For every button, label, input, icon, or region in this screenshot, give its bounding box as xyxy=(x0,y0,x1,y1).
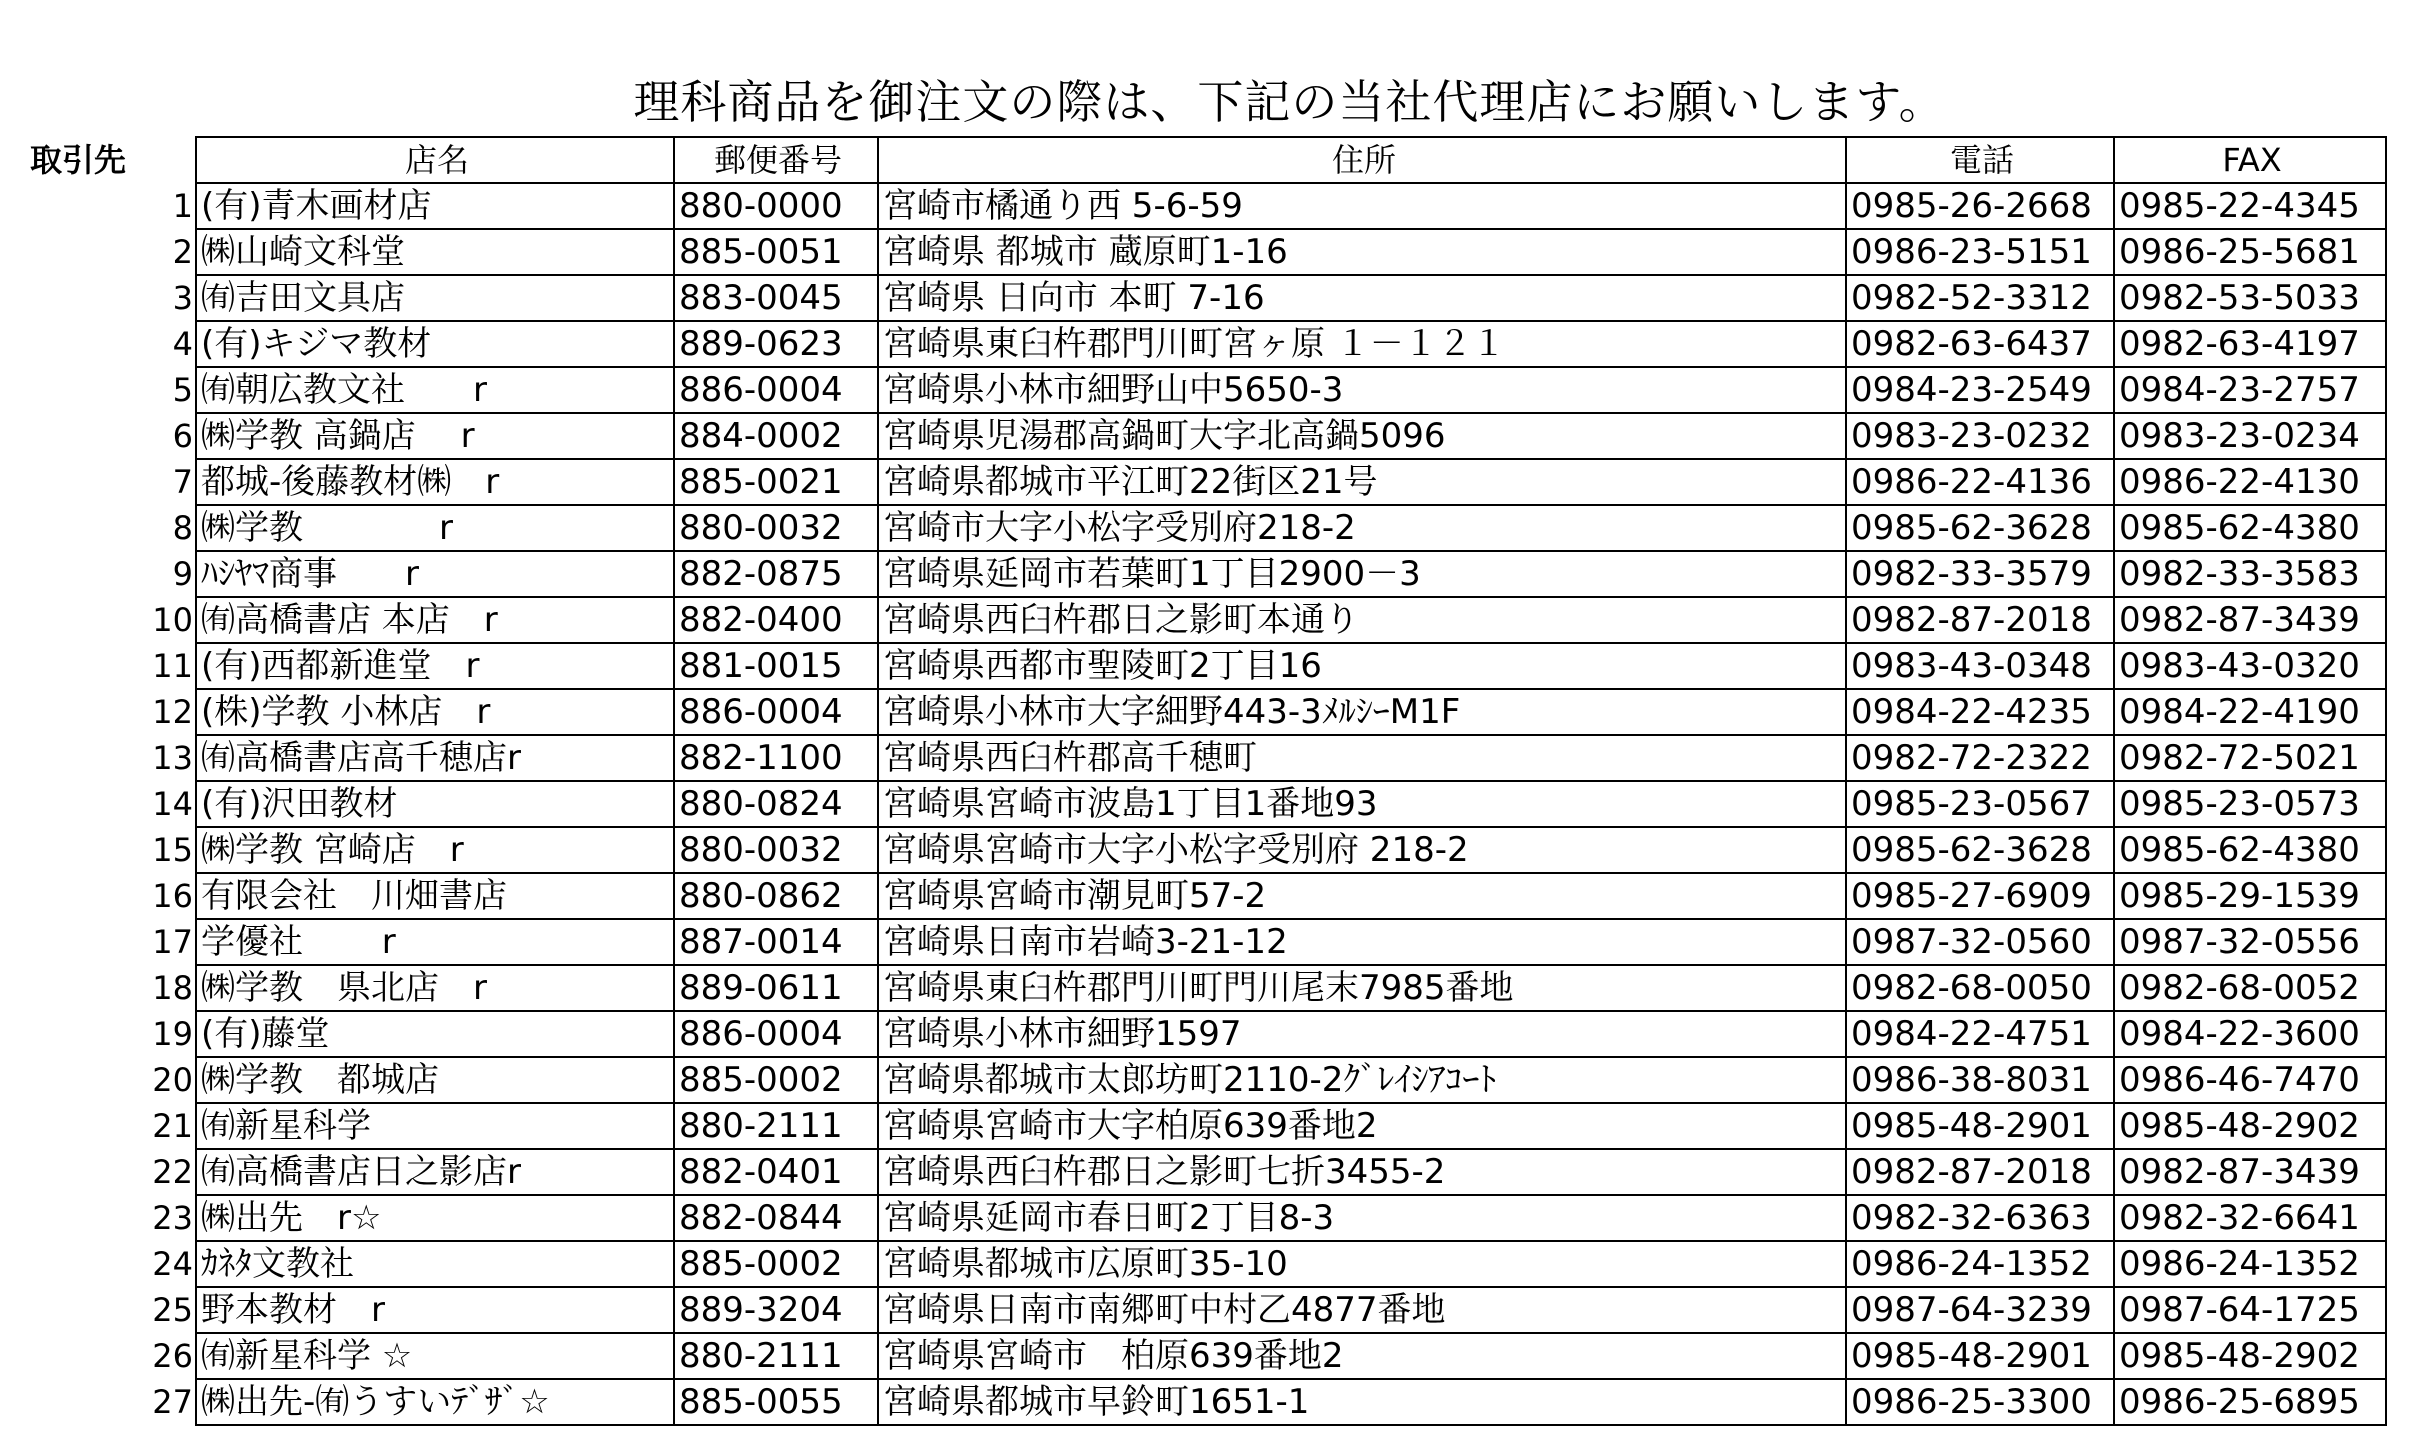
postal-code: 884-0002 xyxy=(674,413,878,459)
header-name: 店名 xyxy=(196,137,674,183)
row-number: 4 xyxy=(172,325,193,363)
row-number: 13 xyxy=(152,739,193,777)
table-row xyxy=(138,735,2386,781)
address: 宮崎県児湯郡高鍋町大字北高鍋5096 xyxy=(878,413,1846,459)
postal-code: 881-0015 xyxy=(674,643,878,689)
store-name: ㈱学教 都城店 xyxy=(196,1057,674,1103)
store-name: ㈲新星科学 xyxy=(196,1103,674,1149)
fax-number: 0983-23-0234 xyxy=(2114,413,2386,459)
phone-number: 0984-22-4235 xyxy=(1846,689,2114,735)
header-number xyxy=(138,137,196,183)
fax-number: 0984-23-2757 xyxy=(2114,367,2386,413)
address: 宮崎県都城市早鈴町1651-1 xyxy=(878,1379,1846,1425)
table-row xyxy=(138,321,2386,367)
store-name: ㈲朝広教文社 r xyxy=(196,367,674,413)
postal-code: 885-0002 xyxy=(674,1241,878,1287)
table-header-row xyxy=(138,137,2386,183)
page-title: 理科商品を御注文の際は、下記の当社代理店にお願いします。 xyxy=(633,75,1946,129)
fax-number: 0982-72-5021 xyxy=(2114,735,2386,781)
address: 宮崎県西臼杵郡日之影町本通り xyxy=(878,597,1846,643)
postal-code: 885-0051 xyxy=(674,229,878,275)
store-name: 学優社 r xyxy=(196,919,674,965)
row-number: 16 xyxy=(152,877,193,915)
table-row xyxy=(138,873,2386,919)
postal-code: 886-0004 xyxy=(674,689,878,735)
postal-code: 882-1100 xyxy=(674,735,878,781)
table-row xyxy=(138,919,2386,965)
table-row xyxy=(138,1149,2386,1195)
dealer-table xyxy=(138,136,2387,1426)
row-number: 7 xyxy=(172,463,193,501)
address: 宮崎県宮崎市潮見町57-2 xyxy=(878,873,1846,919)
header-address: 住所 xyxy=(878,137,1846,183)
fax-number: 0985-62-4380 xyxy=(2114,827,2386,873)
address: 宮崎市橘通り西 5-6-59 xyxy=(878,183,1846,229)
store-name: (有)キジマ教材 xyxy=(196,321,674,367)
table-row xyxy=(138,413,2386,459)
row-number: 5 xyxy=(172,371,193,409)
store-name: (有)西都新進堂 r xyxy=(196,643,674,689)
phone-number: 0982-32-6363 xyxy=(1846,1195,2114,1241)
phone-number: 0983-23-0232 xyxy=(1846,413,2114,459)
phone-number: 0982-87-2018 xyxy=(1846,1149,2114,1195)
phone-number: 0985-48-2901 xyxy=(1846,1103,2114,1149)
postal-code: 880-0862 xyxy=(674,873,878,919)
postal-code: 880-2111 xyxy=(674,1333,878,1379)
row-number: 18 xyxy=(152,969,193,1007)
phone-number: 0984-23-2549 xyxy=(1846,367,2114,413)
table-row xyxy=(138,1011,2386,1057)
table-row xyxy=(138,459,2386,505)
address: 宮崎県 都城市 蔵原町1-16 xyxy=(878,229,1846,275)
fax-number: 0987-64-1725 xyxy=(2114,1287,2386,1333)
row-number: 23 xyxy=(152,1199,193,1237)
row-number: 26 xyxy=(152,1337,193,1375)
store-name: ㈱出先-㈲うすいﾃﾞｻﾞ☆ xyxy=(196,1379,674,1425)
postal-code: 885-0021 xyxy=(674,459,878,505)
address: 宮崎県 日向市 本町 7-16 xyxy=(878,275,1846,321)
phone-number: 0983-43-0348 xyxy=(1846,643,2114,689)
store-name: (有)沢田教材 xyxy=(196,781,674,827)
store-name: ㈲高橋書店日之影店r xyxy=(196,1149,674,1195)
fax-number: 0985-23-0573 xyxy=(2114,781,2386,827)
address: 宮崎県都城市太郎坊町2110-2ｸﾞﾚｲｼｱｺｰﾄ xyxy=(878,1057,1846,1103)
row-number: 15 xyxy=(152,831,193,869)
postal-code: 889-0623 xyxy=(674,321,878,367)
postal-code: 886-0004 xyxy=(674,367,878,413)
postal-code: 882-0401 xyxy=(674,1149,878,1195)
address: 宮崎県宮崎市大字小松字受別府 218-2 xyxy=(878,827,1846,873)
phone-number: 0985-62-3628 xyxy=(1846,505,2114,551)
address: 宮崎県小林市細野1597 xyxy=(878,1011,1846,1057)
phone-number: 0985-27-6909 xyxy=(1846,873,2114,919)
table-body xyxy=(138,183,2386,1425)
phone-number: 0986-25-3300 xyxy=(1846,1379,2114,1425)
store-name: ㈱学教 宮崎店 r xyxy=(196,827,674,873)
phone-number: 0986-38-8031 xyxy=(1846,1057,2114,1103)
fax-number: 0987-32-0556 xyxy=(2114,919,2386,965)
header-phone: 電話 xyxy=(1846,137,2114,183)
table-row xyxy=(138,1287,2386,1333)
row-number: 22 xyxy=(152,1153,193,1191)
address: 宮崎県小林市大字細野443-3ﾒﾙｼｰM1F xyxy=(878,689,1846,735)
postal-code: 880-0032 xyxy=(674,505,878,551)
store-name: ㈲高橋書店 本店 r xyxy=(196,597,674,643)
store-name: (株)学教 小林店 r xyxy=(196,689,674,735)
address: 宮崎県小林市細野山中5650-3 xyxy=(878,367,1846,413)
phone-number: 0986-23-5151 xyxy=(1846,229,2114,275)
table-row xyxy=(138,643,2386,689)
address: 宮崎県東臼杵郡門川町宮ヶ原 １－１２１ xyxy=(878,321,1846,367)
address: 宮崎県日南市岩崎3-21-12 xyxy=(878,919,1846,965)
row-number: 17 xyxy=(152,923,193,961)
table-row xyxy=(138,1195,2386,1241)
row-number: 9 xyxy=(172,555,193,593)
postal-code: 889-0611 xyxy=(674,965,878,1011)
phone-number: 0982-33-3579 xyxy=(1846,551,2114,597)
phone-number: 0982-68-0050 xyxy=(1846,965,2114,1011)
fax-number: 0985-48-2902 xyxy=(2114,1103,2386,1149)
table-row xyxy=(138,551,2386,597)
table-row xyxy=(138,1379,2386,1425)
phone-number: 0985-48-2901 xyxy=(1846,1333,2114,1379)
table-row xyxy=(138,1241,2386,1287)
postal-code: 882-0400 xyxy=(674,597,878,643)
row-number: 27 xyxy=(152,1383,193,1421)
fax-number: 0984-22-4190 xyxy=(2114,689,2386,735)
phone-number: 0987-32-0560 xyxy=(1846,919,2114,965)
fax-number: 0982-63-4197 xyxy=(2114,321,2386,367)
phone-number: 0982-63-6437 xyxy=(1846,321,2114,367)
fax-number: 0986-46-7470 xyxy=(2114,1057,2386,1103)
header-fax: FAX xyxy=(2114,137,2386,183)
row-number: 24 xyxy=(152,1245,193,1283)
address: 宮崎県延岡市若葉町1丁目2900－3 xyxy=(878,551,1846,597)
store-name: 都城-後藤教材㈱ r xyxy=(196,459,674,505)
phone-number: 0982-72-2322 xyxy=(1846,735,2114,781)
row-number: 8 xyxy=(172,509,193,547)
postal-code: 880-0824 xyxy=(674,781,878,827)
table-row xyxy=(138,1057,2386,1103)
store-name: ㈱学教 高鍋店 r xyxy=(196,413,674,459)
postal-code: 885-0055 xyxy=(674,1379,878,1425)
phone-number: 0985-62-3628 xyxy=(1846,827,2114,873)
postal-code: 882-0844 xyxy=(674,1195,878,1241)
fax-number: 0986-25-5681 xyxy=(2114,229,2386,275)
row-number: 25 xyxy=(152,1291,193,1329)
fax-number: 0982-68-0052 xyxy=(2114,965,2386,1011)
store-name: 野本教材 r xyxy=(196,1287,674,1333)
table-row xyxy=(138,229,2386,275)
row-number: 19 xyxy=(152,1015,193,1053)
fax-number: 0982-33-3583 xyxy=(2114,551,2386,597)
postal-code: 889-3204 xyxy=(674,1287,878,1333)
store-name: ㈱学教 r xyxy=(196,505,674,551)
fax-number: 0982-32-6641 xyxy=(2114,1195,2386,1241)
table-row xyxy=(138,965,2386,1011)
table-row xyxy=(138,367,2386,413)
address: 宮崎県宮崎市 柏原639番地2 xyxy=(878,1333,1846,1379)
fax-number: 0982-87-3439 xyxy=(2114,1149,2386,1195)
store-name: (有)藤堂 xyxy=(196,1011,674,1057)
phone-number: 0985-23-0567 xyxy=(1846,781,2114,827)
postal-code: 880-2111 xyxy=(674,1103,878,1149)
table-row xyxy=(138,183,2386,229)
table-row xyxy=(138,275,2386,321)
address: 宮崎県宮崎市大字柏原639番地2 xyxy=(878,1103,1846,1149)
row-number: 21 xyxy=(152,1107,193,1145)
store-name: ﾊｼﾔﾏ商事 r xyxy=(196,551,674,597)
row-number: 10 xyxy=(152,601,193,639)
address: 宮崎県東臼杵郡門川町門川尾末7985番地 xyxy=(878,965,1846,1011)
fax-number: 0984-22-3600 xyxy=(2114,1011,2386,1057)
row-number: 1 xyxy=(172,187,193,225)
header-postal: 郵便番号 xyxy=(674,137,878,183)
row-number: 14 xyxy=(152,785,193,823)
store-name: ｶﾈﾀ文教社 xyxy=(196,1241,674,1287)
store-name: ㈱山崎文科堂 xyxy=(196,229,674,275)
store-name: ㈲新星科学 ☆ xyxy=(196,1333,674,1379)
table-row xyxy=(138,1333,2386,1379)
fax-number: 0983-43-0320 xyxy=(2114,643,2386,689)
fax-number: 0985-29-1539 xyxy=(2114,873,2386,919)
fax-number: 0986-22-4130 xyxy=(2114,459,2386,505)
address: 宮崎県都城市広原町35-10 xyxy=(878,1241,1846,1287)
fax-number: 0986-24-1352 xyxy=(2114,1241,2386,1287)
table-row xyxy=(138,1103,2386,1149)
row-number: 3 xyxy=(172,279,193,317)
postal-code: 885-0002 xyxy=(674,1057,878,1103)
row-number: 11 xyxy=(152,647,193,685)
table-row xyxy=(138,597,2386,643)
address: 宮崎県都城市平江町22街区21号 xyxy=(878,459,1846,505)
store-name: ㈲高橋書店高千穂店r xyxy=(196,735,674,781)
phone-number: 0984-22-4751 xyxy=(1846,1011,2114,1057)
client-label: 取引先 xyxy=(30,141,127,179)
postal-code: 880-0032 xyxy=(674,827,878,873)
fax-number: 0982-87-3439 xyxy=(2114,597,2386,643)
table-row xyxy=(138,781,2386,827)
address: 宮崎市大字小松字受別府218-2 xyxy=(878,505,1846,551)
address: 宮崎県宮崎市波島1丁目1番地93 xyxy=(878,781,1846,827)
phone-number: 0987-64-3239 xyxy=(1846,1287,2114,1333)
postal-code: 886-0004 xyxy=(674,1011,878,1057)
address: 宮崎県西臼杵郡日之影町七折3455-2 xyxy=(878,1149,1846,1195)
store-name: (有)青木画材店 xyxy=(196,183,674,229)
phone-number: 0986-22-4136 xyxy=(1846,459,2114,505)
postal-code: 887-0014 xyxy=(674,919,878,965)
fax-number: 0986-25-6895 xyxy=(2114,1379,2386,1425)
store-name: ㈱学教 県北店 r xyxy=(196,965,674,1011)
phone-number: 0982-52-3312 xyxy=(1846,275,2114,321)
postal-code: 883-0045 xyxy=(674,275,878,321)
store-name: 有限会社 川畑書店 xyxy=(196,873,674,919)
phone-number: 0982-87-2018 xyxy=(1846,597,2114,643)
address: 宮崎県延岡市春日町2丁目8-3 xyxy=(878,1195,1846,1241)
postal-code: 882-0875 xyxy=(674,551,878,597)
row-number: 6 xyxy=(172,417,193,455)
fax-number: 0985-62-4380 xyxy=(2114,505,2386,551)
postal-code: 880-0000 xyxy=(674,183,878,229)
row-number: 20 xyxy=(152,1061,193,1099)
fax-number: 0982-53-5033 xyxy=(2114,275,2386,321)
store-name: ㈲吉田文具店 xyxy=(196,275,674,321)
fax-number: 0985-22-4345 xyxy=(2114,183,2386,229)
store-name: ㈱出先 r☆ xyxy=(196,1195,674,1241)
phone-number: 0986-24-1352 xyxy=(1846,1241,2114,1287)
row-number: 2 xyxy=(172,233,193,271)
table-row xyxy=(138,827,2386,873)
address: 宮崎県日南市南郷町中村乙4877番地 xyxy=(878,1287,1846,1333)
table-row xyxy=(138,689,2386,735)
phone-number: 0985-26-2668 xyxy=(1846,183,2114,229)
table-row xyxy=(138,505,2386,551)
fax-number: 0985-48-2902 xyxy=(2114,1333,2386,1379)
address: 宮崎県西都市聖陵町2丁目16 xyxy=(878,643,1846,689)
address: 宮崎県西臼杵郡高千穂町 xyxy=(878,735,1846,781)
row-number: 12 xyxy=(152,693,193,731)
